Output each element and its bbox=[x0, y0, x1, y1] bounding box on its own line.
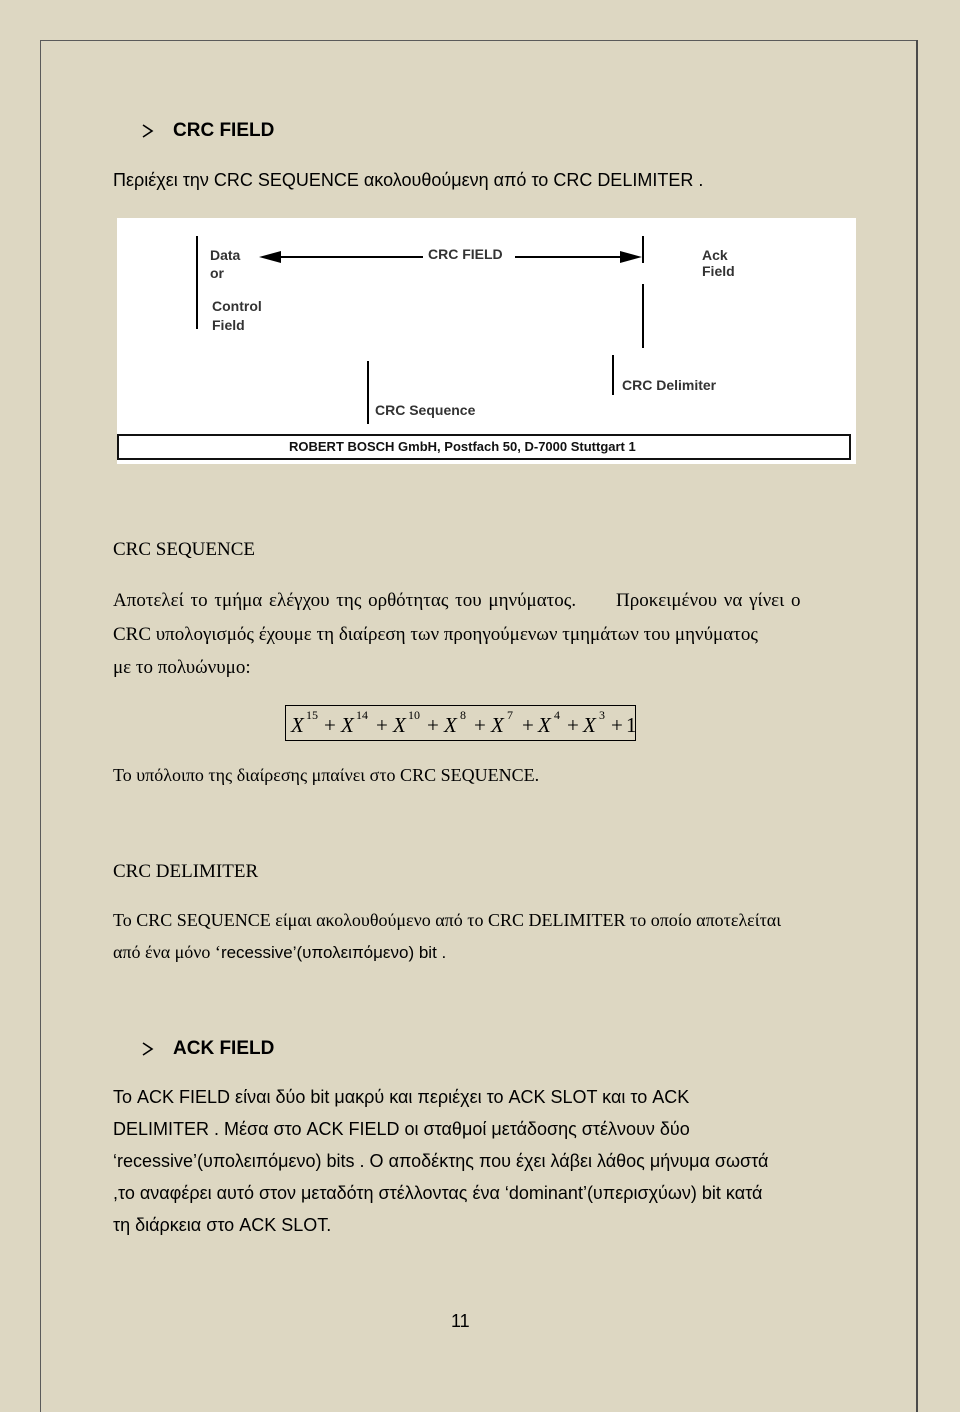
crc-sequence-line2: CRC υπολογισμός έχουμε τη διαίρεση των προηγούμενων τμημάτων του μηνύματος bbox=[113, 624, 758, 645]
crc-sequence-line3: με το πολυώνυμο: bbox=[113, 657, 251, 678]
crc-delimiter-label: CRC Delimiter bbox=[622, 377, 717, 393]
crc-sequence-line1a: Αποτελεί το τμήμα ελέγχου της ορθότητας του μηνύματος. bbox=[113, 590, 577, 611]
bullet-arrow-icon bbox=[142, 124, 154, 138]
crc-delimiter-heading: CRC DELIMITER bbox=[113, 861, 259, 882]
crc-sequence-line1b: Προκειμένου να γίνει ο bbox=[616, 590, 801, 611]
bosch-caption: ROBERT BOSCH GmbH, Postfach 50, D-7000 Stuttgart 1 bbox=[289, 439, 636, 454]
ack-field-label: Field bbox=[702, 263, 735, 279]
ack-label: Ack bbox=[702, 247, 728, 263]
crc-delimiter-line2-serif: από ένα μόνο ‘ bbox=[113, 942, 221, 962]
crc-field-diagram bbox=[117, 218, 856, 464]
ack-field-line4: ,το αναφέρει αυτό στον μεταδότη στέλλοντας ένα ‘dominant’(υπερισχύων) bit κατά bbox=[113, 1183, 763, 1203]
crc-polynomial: X 15 + X 14 + X 10 + X 8 + X 7 + X 4 + X 3 + 1 bbox=[285, 705, 636, 741]
crc-delimiter-line2-sans: recessive’(υπολειπόμενο) bit . bbox=[220, 943, 447, 962]
page-border-shadow bbox=[916, 40, 918, 1412]
ack-field-line5: τη διάρκεια στο ACK SLOT. bbox=[113, 1215, 332, 1235]
crc-sequence-label: CRC Sequence bbox=[375, 402, 476, 418]
page-number: 11 bbox=[451, 1311, 470, 1331]
bosch-caption-box bbox=[117, 434, 851, 460]
crc-delimiter-line2 bbox=[113, 942, 446, 963]
or-label: or bbox=[210, 265, 224, 281]
field-label: Field bbox=[212, 317, 245, 333]
crc-sequence-heading: CRC SEQUENCE bbox=[113, 539, 255, 560]
bullet-arrow-icon bbox=[142, 1042, 154, 1056]
ack-field-line1: Το ACK FIELD είναι δύο bit μακρύ και περιέχει το ACK SLOT και το ACK bbox=[113, 1087, 690, 1107]
crc-field-heading: CRC FIELD bbox=[173, 120, 275, 141]
data-label: Data bbox=[210, 247, 241, 263]
crc-field-intro: Περιέχει την CRC SEQUENCE ακολουθούμενη από το CRC DELIMITER . bbox=[113, 170, 704, 190]
ack-field-line2: DELIMITER . Μέσα στο ACK FIELD οι σταθμοί μετάδοσης στέλνουν δύο bbox=[113, 1119, 690, 1139]
crc-field-label: CRC FIELD bbox=[428, 246, 503, 262]
control-label: Control bbox=[212, 298, 262, 314]
ack-field-heading: ACK FIELD bbox=[173, 1038, 275, 1059]
ack-field-line3: ‘recessive’(υπολειπόμενο) bits . O αποδέκτης που έχει λάβει λάθος μήνυμα σωστά bbox=[113, 1151, 769, 1171]
crc-sequence-remainder: Το υπόλοιπο της διαίρεσης μπαίνει στο CRC SEQUENCE. bbox=[113, 765, 540, 785]
crc-delimiter-line1: Το CRC SEQUENCE είμαι ακολουθούμενο από το CRC DELIMITER το οποίο αποτελείται bbox=[113, 910, 782, 930]
